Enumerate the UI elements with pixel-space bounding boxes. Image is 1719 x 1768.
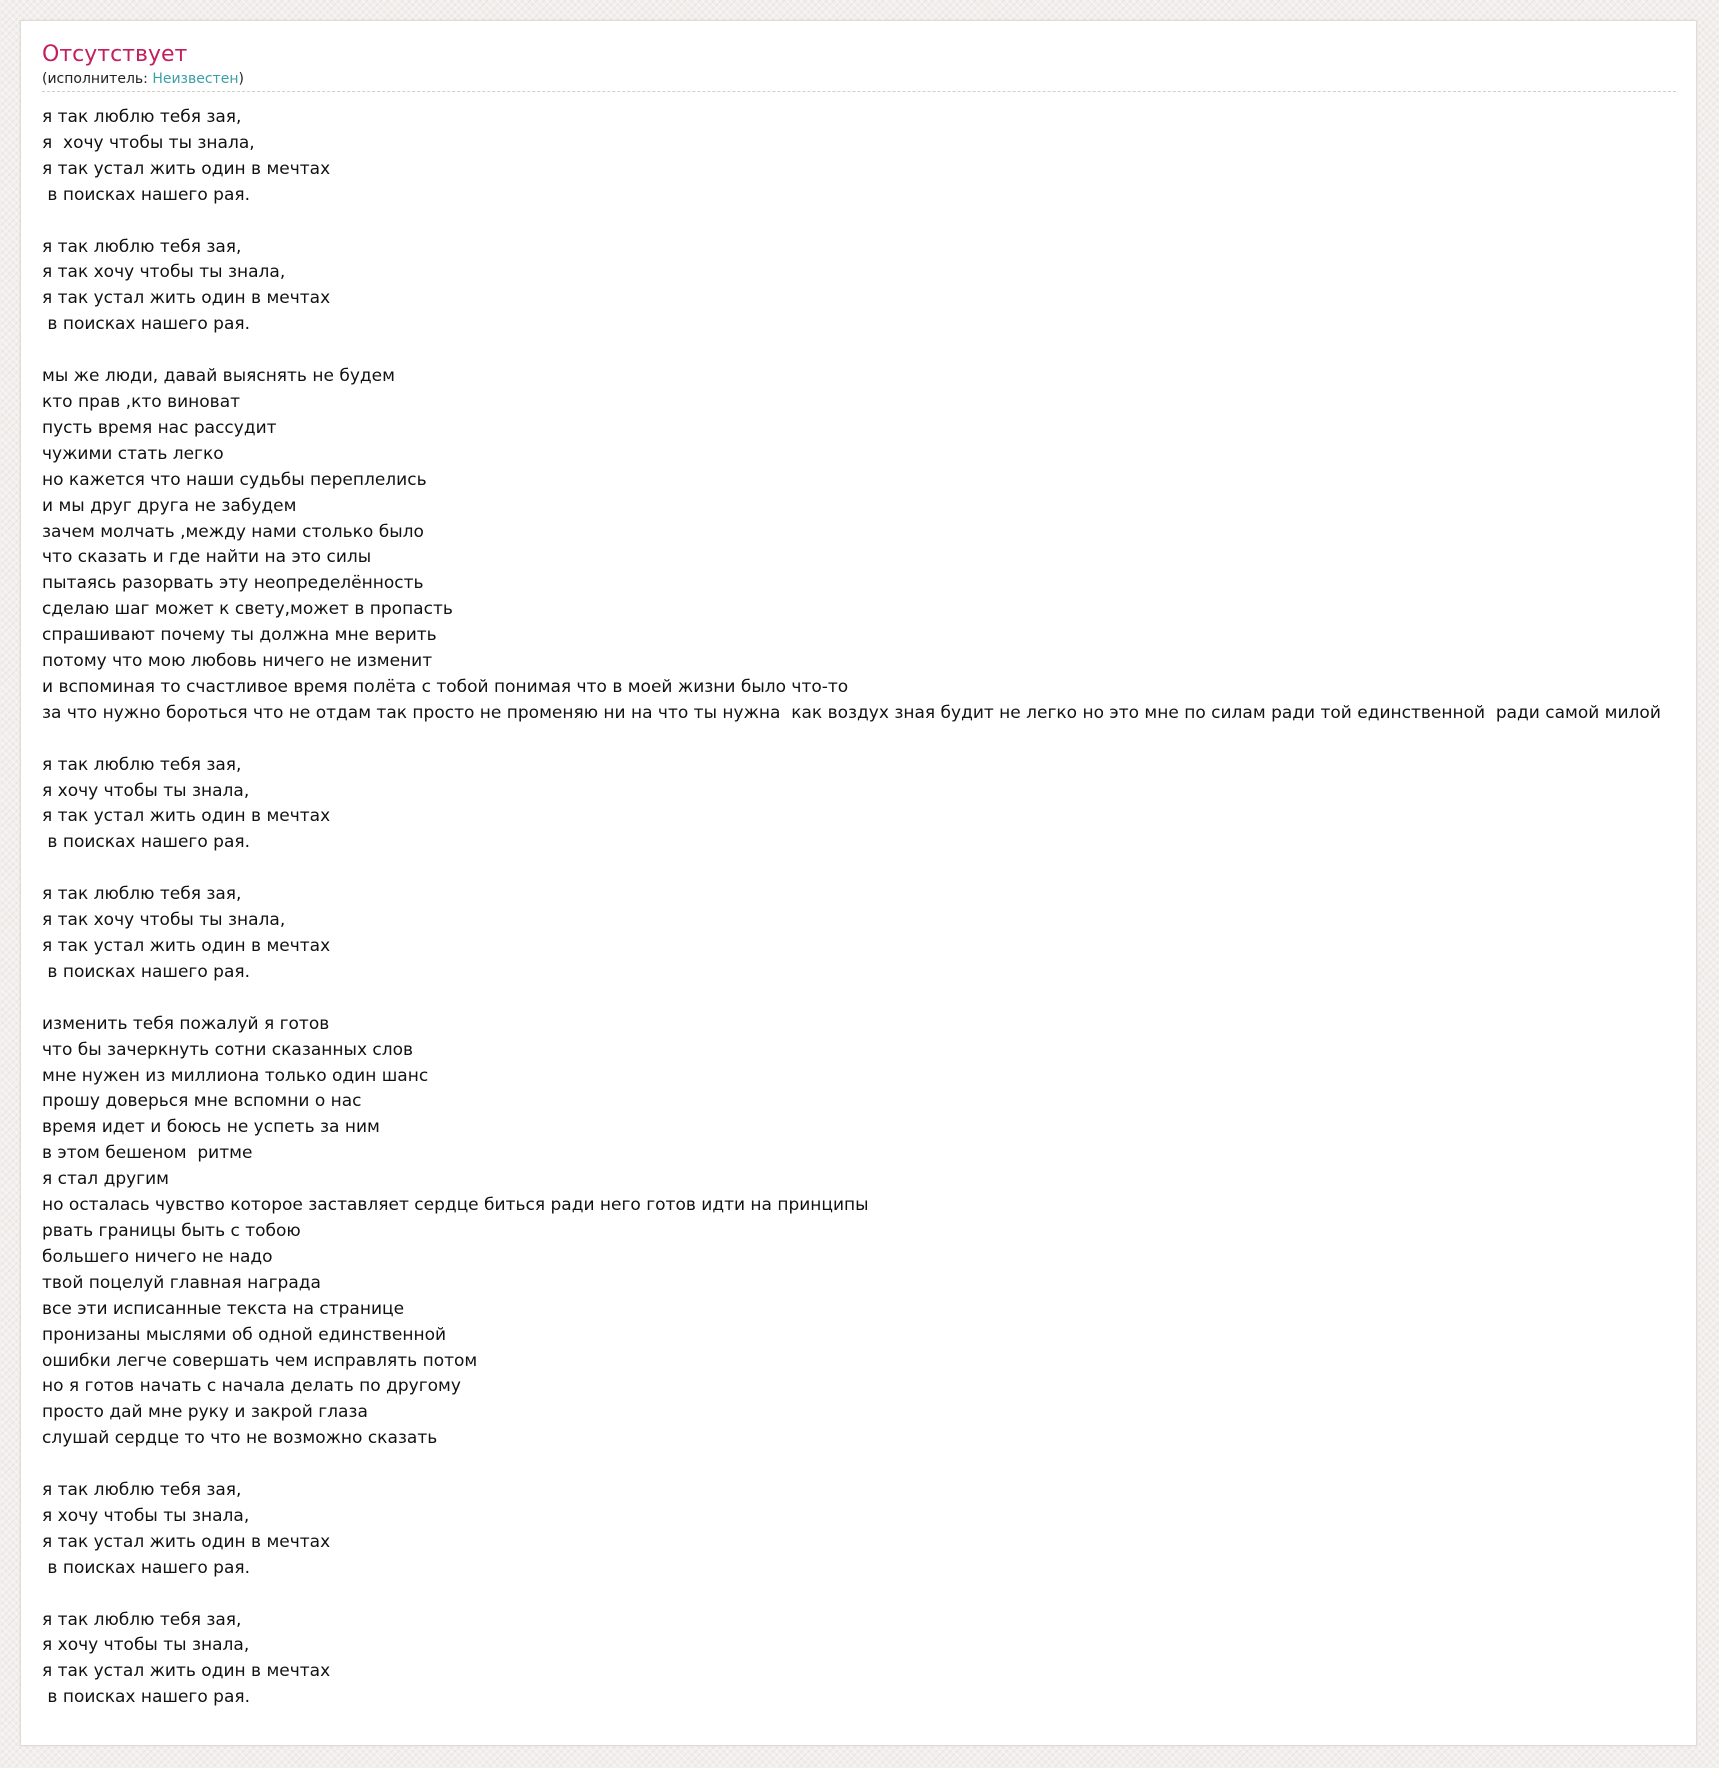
lyrics-blank-line — [42, 986, 1661, 1012]
lyrics-card — [20, 20, 1697, 1746]
lyrics-line: большего ничего не надо — [42, 1246, 273, 1267]
lyrics-line: но осталась чувство которое заставляет сердце биться ради него готов идти на принципы — [42, 1195, 869, 1216]
lyrics-line: я стал другим — [42, 1169, 169, 1190]
artist-suffix: ) — [238, 71, 244, 87]
lyrics-line: мы же люди, давай выяснять не будем — [42, 366, 395, 387]
lyrics-line: в поисках нашего рая. — [42, 1557, 251, 1578]
lyrics-blank-line — [42, 727, 1661, 753]
lyrics-line: и вспоминая то счастливое время полёта с тобой понимая что в моей жизни было что-то — [42, 676, 849, 697]
lyrics-line: я так хочу чтобы ты знала, — [42, 910, 286, 931]
lyrics-line: в этом бешеном ритме — [42, 1143, 253, 1164]
lyrics-line: в поисках нашего рая. — [42, 184, 251, 205]
lyrics-line: пытаясь разорвать эту неопределённость — [42, 573, 424, 594]
lyrics-line: изменить тебя пожалуй я готов — [42, 1013, 330, 1034]
lyrics-line: сделаю шаг может к свету,может в пропасть — [42, 599, 453, 620]
lyrics-line: прошу доверься мне вспомни о нас — [42, 1091, 362, 1112]
lyrics-blank-line — [42, 338, 1661, 364]
lyrics-line: все эти исписанные текста на странице — [42, 1298, 405, 1319]
lyrics-line: я хочу чтобы ты знала, — [42, 780, 250, 801]
lyrics-line: что бы зачеркнуть сотни сказанных слов — [42, 1039, 414, 1060]
lyrics-line: чужими стать легко — [42, 443, 224, 464]
lyrics-blank-line — [42, 209, 1661, 235]
lyrics-text — [42, 105, 1661, 1711]
lyrics-line: в поисках нашего рая. — [42, 1687, 251, 1708]
lyrics-line: я так устал жить один в мечтах — [42, 1661, 331, 1682]
lyrics-line: я так люблю тебя зая, — [42, 754, 242, 775]
lyrics-line: я хочу чтобы ты знала, — [42, 1505, 250, 1526]
lyrics-line: я хочу чтобы ты знала, — [42, 1635, 250, 1656]
lyrics-line: но я готов начать с начала делать по другому — [42, 1376, 461, 1397]
lyrics-line: ошибки легче совершать чем исправлять потом — [42, 1350, 478, 1371]
lyrics-line: кто прав ,кто виноват — [42, 391, 241, 412]
lyrics-blank-line — [42, 856, 1661, 882]
lyrics-line: пронизаны мыслями об одной единственной — [42, 1324, 447, 1345]
lyrics-line: твой поцелуй главная награда — [42, 1272, 321, 1293]
lyrics-line: зачем молчать ,между нами столько было — [42, 521, 424, 542]
lyrics-line: мне нужен из миллиона только один шанс — [42, 1065, 429, 1086]
lyrics-line: я так люблю тебя зая, — [42, 884, 242, 905]
lyrics-line: за что нужно бороться что не отдам так просто не променяю ни на что ты нужна как воздух зная будит не легко но это мне по силам ради той единственной ради самой милой — [42, 702, 1661, 723]
lyrics-line: спрашивают почему ты должна мне верить — [42, 625, 437, 646]
lyrics-line: в поисках нашего рая. — [42, 832, 251, 853]
lyrics-line: я хочу чтобы ты знала, — [42, 132, 255, 153]
lyrics-line: потому что мою любовь ничего не изменит — [42, 651, 433, 672]
song-header — [42, 41, 1676, 92]
lyrics-line: в поисках нашего рая. — [42, 961, 251, 982]
lyrics-blank-line — [42, 1582, 1661, 1608]
lyrics-line: я так устал жить один в мечтах — [42, 806, 331, 827]
artist-line — [42, 69, 1676, 89]
lyrics-line: слушай сердце то что не возможно сказать — [42, 1428, 438, 1449]
lyrics-line: и мы друг друга не забудем — [42, 495, 297, 516]
lyrics-line: что сказать и где найти на это силы — [42, 547, 372, 568]
lyrics-line: я так люблю тебя зая, — [42, 1480, 242, 1501]
lyrics-line: время идет и боюсь не успеть за ним — [42, 1117, 380, 1138]
lyrics-line: я так люблю тебя зая, — [42, 1609, 242, 1630]
artist-prefix: (исполнитель: — [42, 71, 153, 87]
lyrics-line: я так люблю тебя зая, — [42, 107, 242, 127]
lyrics-line: я так устал жить один в мечтах — [42, 1531, 331, 1552]
lyrics-line: рвать границы быть с тобою — [42, 1220, 301, 1241]
artist-link[interactable]: Неизвестен — [152, 71, 239, 87]
lyrics-line: я так хочу чтобы ты знала, — [42, 262, 286, 283]
lyrics-blank-line — [42, 1452, 1661, 1478]
lyrics-line: я так устал жить один в мечтах — [42, 936, 331, 956]
lyrics-line: я так устал жить один в мечтах — [42, 288, 331, 309]
lyrics-line: в поисках нашего рая. — [42, 314, 251, 335]
song-title: Отсутствует — [42, 42, 188, 67]
lyrics-line: пусть время нас рассудит — [42, 417, 277, 438]
lyrics-line: я так люблю тебя зая, — [42, 236, 242, 257]
lyrics-line: но кажется что наши судьбы переплелись — [42, 469, 427, 490]
lyrics-line: просто дай мне руку и закрой глаза — [42, 1402, 368, 1423]
lyrics-line: я так устал жить один в мечтах — [42, 158, 331, 179]
